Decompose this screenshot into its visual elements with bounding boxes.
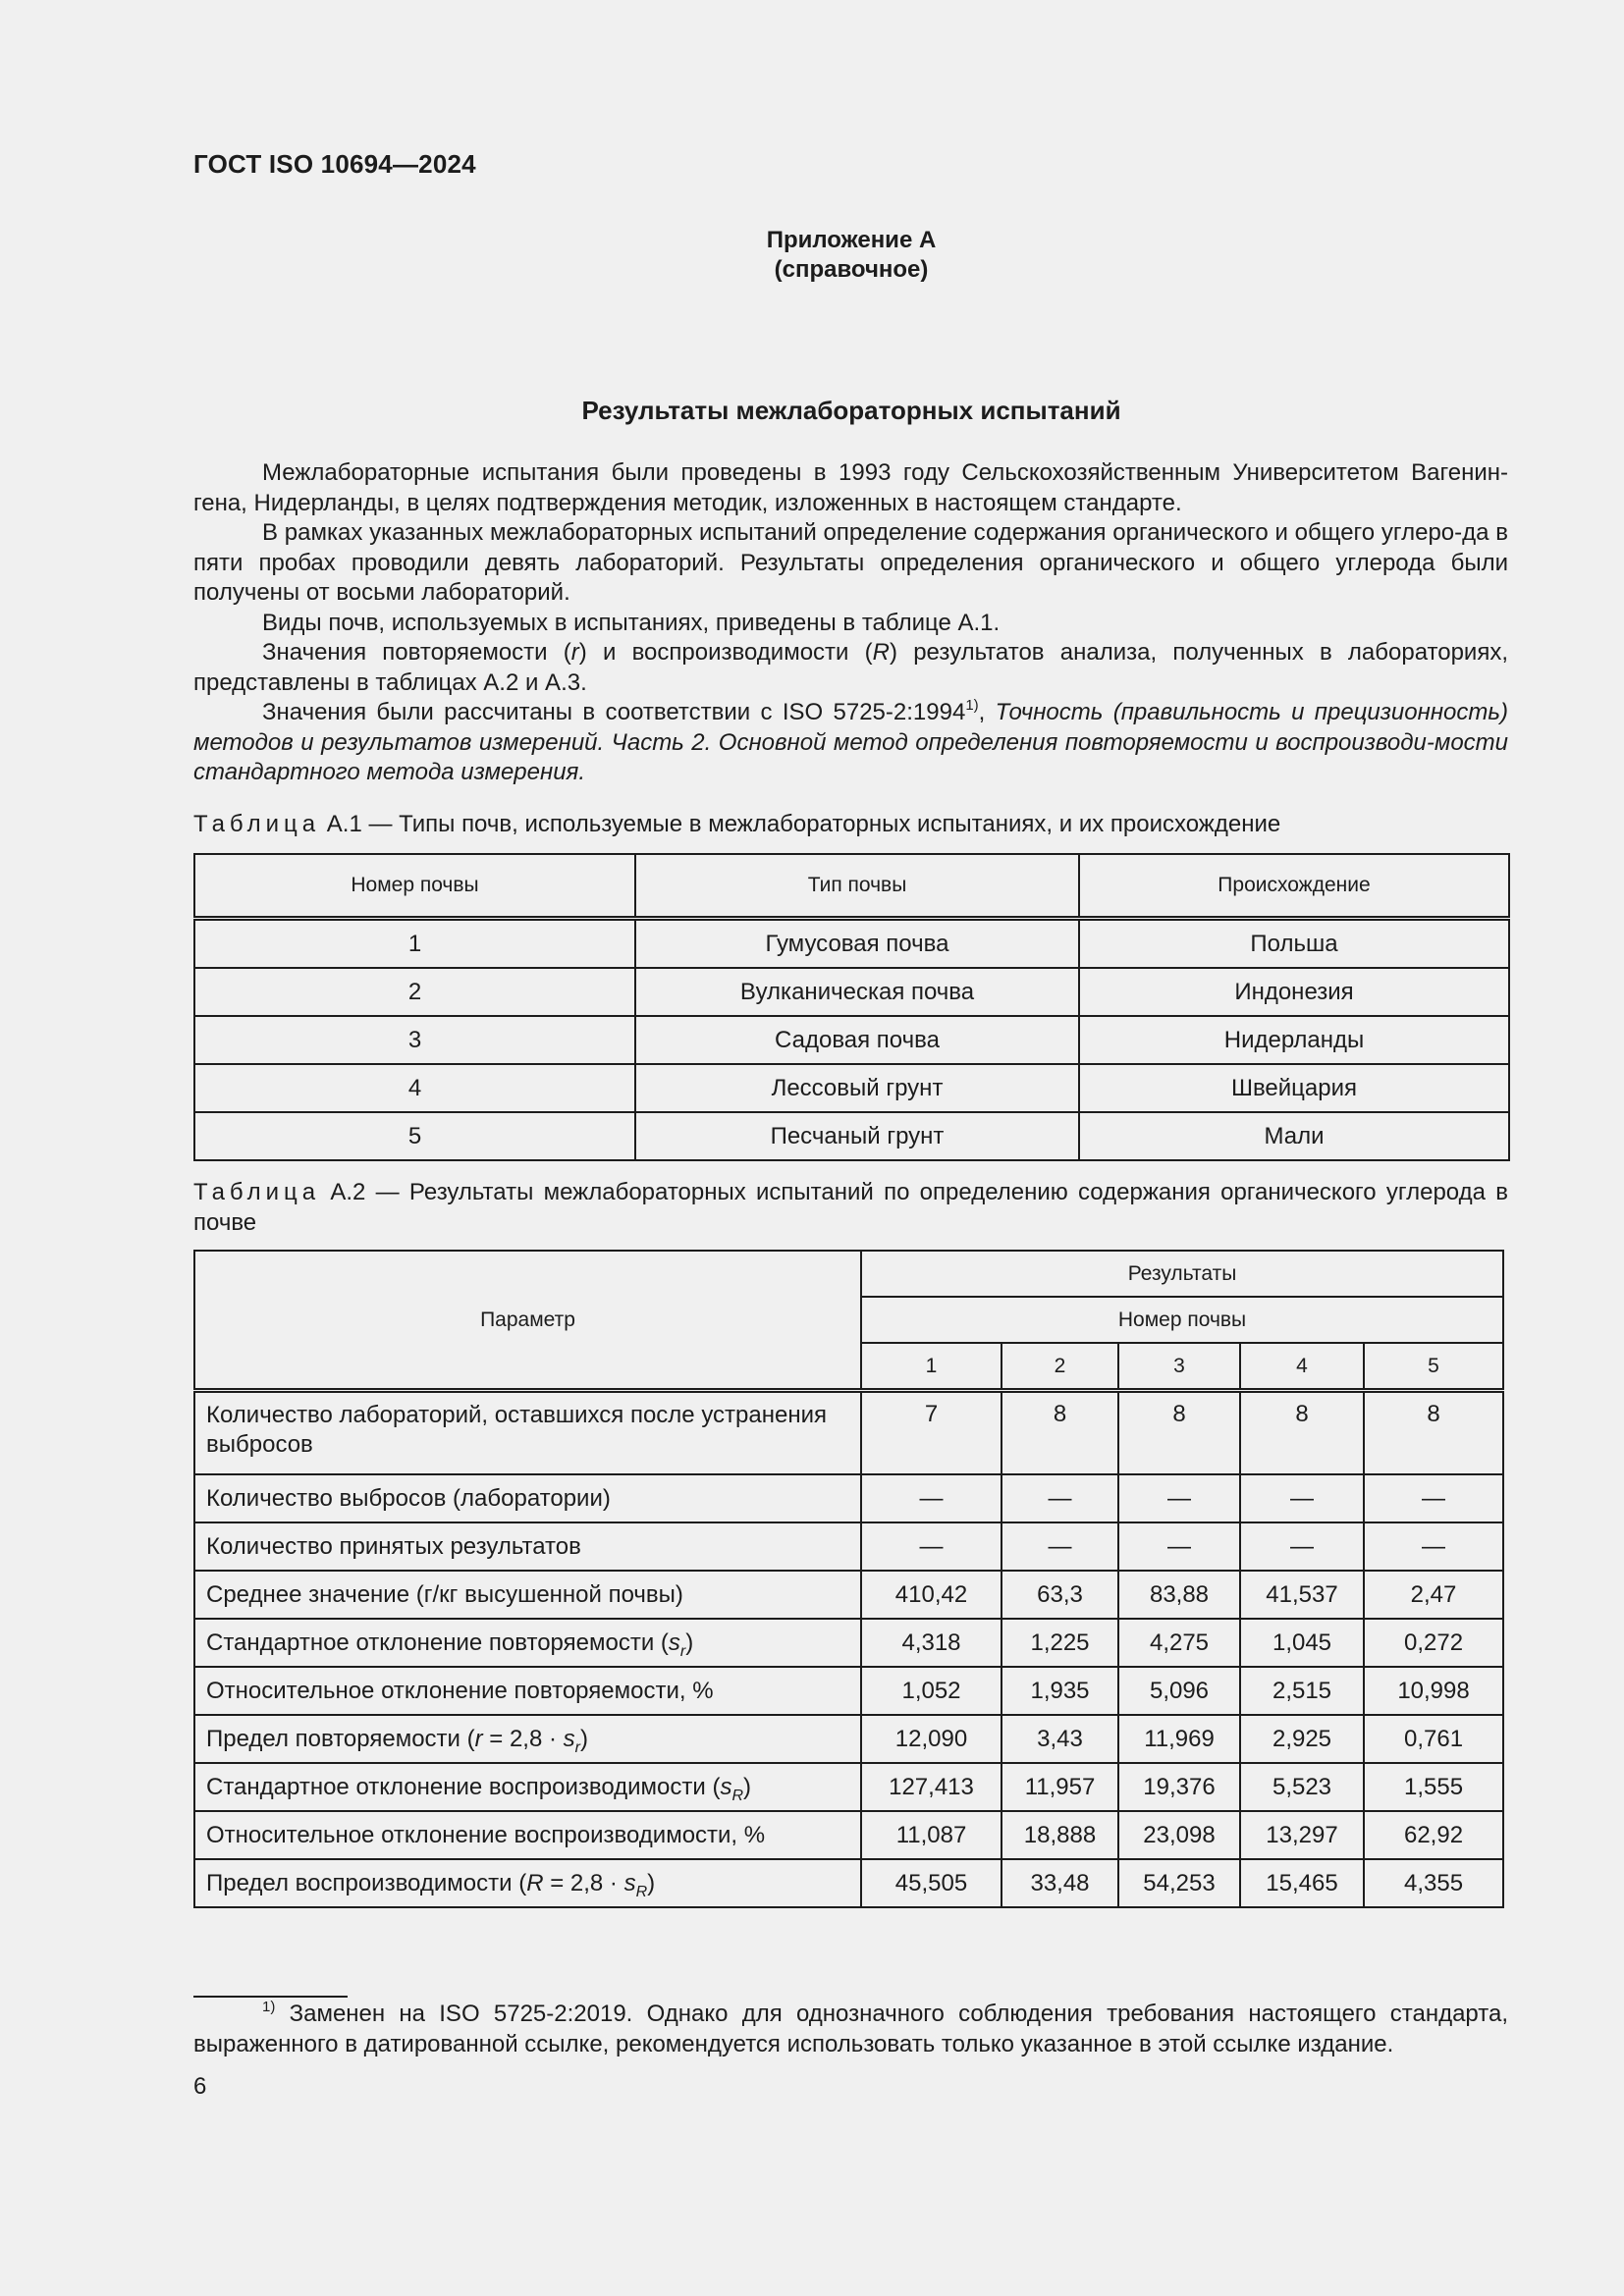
table1-caption: [193, 810, 1508, 840]
parameter-part: R: [526, 1869, 544, 1896]
parameter-part: Предел воспроизводимости (: [206, 1869, 527, 1896]
value-cell: 5,096: [1118, 1667, 1240, 1715]
results-header: Результаты: [861, 1251, 1503, 1297]
column-header: Тип почвы: [635, 854, 1079, 919]
soil-types-table: [193, 853, 1510, 1161]
parameter-cell: [194, 1763, 861, 1811]
footnote-text: Заменен на ISO 5725-2:2019. Однако для однозначного соблюдения требования настоящего стандарта, выраженного в датированной ссылке, рекомендуется использовать только указанное в этой ссылке издание.: [193, 2001, 1508, 2057]
value-cell: 63,3: [1001, 1571, 1118, 1619]
column-header: Номер почвы: [194, 854, 635, 919]
table-row: [194, 1811, 1503, 1859]
table-cell: 2: [194, 968, 635, 1016]
page-number: 6: [193, 2073, 207, 2100]
parameter-part: Стандартное отклонение воспроизводимости (: [206, 1773, 721, 1800]
table-row: [194, 919, 1509, 969]
table-cell: Мали: [1079, 1112, 1509, 1160]
parameter-cell: Среднее значение (г/кг высушенной почвы): [194, 1571, 861, 1619]
parameter-part: ): [743, 1773, 752, 1800]
value-cell: —: [1364, 1474, 1503, 1522]
value-cell: 11,957: [1001, 1763, 1118, 1811]
variable: R: [872, 639, 890, 666]
parameter-part: ): [579, 1725, 588, 1752]
value-cell: —: [861, 1474, 1001, 1522]
value-cell: 15,465: [1240, 1859, 1364, 1907]
annex-subtitle: (справочное): [774, 256, 929, 283]
table-cell: Нидерланды: [1079, 1016, 1509, 1064]
parameter-cell: Количество принятых результатов: [194, 1522, 861, 1571]
value-cell: 4,275: [1118, 1619, 1240, 1667]
table-row: [194, 1522, 1503, 1571]
variable: r: [570, 639, 579, 666]
table-cell: Гумусовая почва: [635, 919, 1079, 969]
value-cell: —: [1240, 1522, 1364, 1571]
value-cell: 11,087: [861, 1811, 1001, 1859]
value-cell: —: [1001, 1522, 1118, 1571]
table-row: [194, 1715, 1503, 1763]
table-cell: Вулканическая почва: [635, 968, 1079, 1016]
soil-number-cell: 4: [1240, 1343, 1364, 1391]
table-row: [194, 1859, 1503, 1907]
table-cell: 3: [194, 1016, 635, 1064]
body-text: [193, 458, 1508, 788]
column-header: Происхождение: [1079, 854, 1509, 919]
value-cell: —: [1001, 1474, 1118, 1522]
parameter-part: r: [574, 1738, 580, 1756]
value-cell: 62,92: [1364, 1811, 1503, 1859]
parameter-cell: Количество лабораторий, оставшихся после устранения выбросов: [194, 1391, 861, 1475]
value-cell: 13,297: [1240, 1811, 1364, 1859]
value-cell: 8: [1118, 1391, 1240, 1475]
organic-carbon-results-table: [193, 1250, 1504, 1908]
footnote-paragraph: [193, 2000, 1508, 2059]
value-cell: 0,761: [1364, 1715, 1503, 1763]
parameter-part: R: [731, 1787, 744, 1804]
value-cell: 1,045: [1240, 1619, 1364, 1667]
value-cell: 11,969: [1118, 1715, 1240, 1763]
caption-text: А.2 — Результаты межлабораторных испытаний по определению содержания органического углерода в почве: [193, 1179, 1508, 1236]
parameter-part: ): [647, 1869, 656, 1896]
caption-label: Таблица: [193, 811, 321, 837]
soil-number-cell: 2: [1001, 1343, 1118, 1391]
text-span: ,: [978, 699, 996, 725]
value-cell: 410,42: [861, 1571, 1001, 1619]
table-cell: Индонезия: [1079, 968, 1509, 1016]
value-cell: 0,272: [1364, 1619, 1503, 1667]
value-cell: 23,098: [1118, 1811, 1240, 1859]
standard-title: Точность (правильность и прецизионность) методов и результатов измерений. Часть 2. Основной метод определения повторяемости и воспроизводи-мости стандартного метода измерения.: [193, 699, 1508, 785]
table-row: [194, 1016, 1509, 1064]
parameter-cell: Количество выбросов (лаборатории): [194, 1474, 861, 1522]
value-cell: 3,43: [1001, 1715, 1118, 1763]
value-cell: 4,318: [861, 1619, 1001, 1667]
soil-number-cell: 3: [1118, 1343, 1240, 1391]
value-cell: 4,355: [1364, 1859, 1503, 1907]
parameter-part: R: [635, 1883, 648, 1900]
caption-label: Таблица: [193, 1179, 321, 1205]
value-cell: 127,413: [861, 1763, 1001, 1811]
paragraph: Виды почв, используемых в испытаниях, приведены в таблице А.1.: [262, 609, 1001, 636]
text-span: ) результатов анализа, полученных в лабораториях, представлены в таблицах А.2 и А.3.: [193, 639, 1509, 696]
table-cell: Польша: [1079, 919, 1509, 969]
table-row: [194, 1064, 1509, 1112]
soil-number-cell: 5: [1364, 1343, 1503, 1391]
parameter-cell: Относительное отклонение воспроизводимости, %: [194, 1811, 861, 1859]
annex-heading: [0, 226, 1624, 285]
table-row: [194, 1763, 1503, 1811]
table-row: [194, 968, 1509, 1016]
parameter-header: Параметр: [194, 1251, 861, 1391]
table-row: [194, 1667, 1503, 1715]
footnote: [193, 2000, 1508, 2059]
value-cell: 5,523: [1240, 1763, 1364, 1811]
parameter-cell: [194, 1715, 861, 1763]
table-cell: Швейцария: [1079, 1064, 1509, 1112]
parameter-part: = 2,8 ·: [543, 1869, 624, 1896]
parameter-part: = 2,8 ·: [482, 1725, 564, 1752]
value-cell: 8: [1364, 1391, 1503, 1475]
soil-number-cell: 1: [861, 1343, 1001, 1391]
table-cell: Садовая почва: [635, 1016, 1079, 1064]
table-cell: 1: [194, 919, 635, 969]
table2-caption: [193, 1178, 1508, 1238]
paragraph: Межлабораторные испытания были проведены в 1993 году Сельскохозяйственным Университетом Вагенин-гена, Нидерланды, в целях подтверждения методик, изложенных в настоящем стандарте.: [193, 459, 1508, 516]
value-cell: —: [1118, 1474, 1240, 1522]
value-cell: 83,88: [1118, 1571, 1240, 1619]
table-row: [194, 1619, 1503, 1667]
parameter-part: r: [679, 1642, 686, 1660]
table-row: [194, 1571, 1503, 1619]
value-cell: 33,48: [1001, 1859, 1118, 1907]
footnote-ref[interactable]: 1): [965, 697, 979, 714]
caption-text: А.1 — Типы почв, используемые в межлабораторных испытаниях, и их происхождение: [320, 811, 1281, 837]
document-header: ГОСТ ISO 10694—2024: [193, 149, 476, 179]
value-cell: —: [1240, 1474, 1364, 1522]
value-cell: 1,555: [1364, 1763, 1503, 1811]
footnote-marker: 1): [262, 1999, 276, 2015]
parameter-part: s: [720, 1773, 732, 1800]
text-span: Значения повторяемости (: [262, 639, 571, 666]
value-cell: 19,376: [1118, 1763, 1240, 1811]
parameter-cell: [194, 1619, 861, 1667]
section-title: Результаты межлабораторных испытаний: [581, 396, 1121, 425]
parameter-cell: Относительное отклонение повторяемости, %: [194, 1667, 861, 1715]
value-cell: 1,225: [1001, 1619, 1118, 1667]
table-cell: 4: [194, 1064, 635, 1112]
parameter-part: Стандартное отклонение повторяемости (: [206, 1629, 669, 1656]
parameter-part: ): [685, 1629, 694, 1656]
annex-title: Приложение А: [766, 227, 937, 253]
table-cell: Лессовый грунт: [635, 1064, 1079, 1112]
value-cell: —: [1364, 1522, 1503, 1571]
value-cell: 41,537: [1240, 1571, 1364, 1619]
text-span: Значения были рассчитаны в соответствии с ISO 5725-2:1994: [262, 699, 966, 725]
paragraph: [193, 698, 1508, 788]
soil-number-header: Номер почвы: [861, 1297, 1503, 1343]
parameter-part: s: [623, 1869, 636, 1896]
value-cell: 8: [1001, 1391, 1118, 1475]
value-cell: —: [1118, 1522, 1240, 1571]
value-cell: 54,253: [1118, 1859, 1240, 1907]
value-cell: 12,090: [861, 1715, 1001, 1763]
value-cell: 10,998: [1364, 1667, 1503, 1715]
value-cell: 2,925: [1240, 1715, 1364, 1763]
value-cell: 2,47: [1364, 1571, 1503, 1619]
parameter-part: s: [668, 1629, 680, 1656]
table-row: [194, 1391, 1503, 1475]
table-row: [194, 1474, 1503, 1522]
value-cell: 8: [1240, 1391, 1364, 1475]
table-row: [194, 1112, 1509, 1160]
value-cell: 45,505: [861, 1859, 1001, 1907]
table-cell: 5: [194, 1112, 635, 1160]
text-span: ) и воспроизводимости (: [578, 639, 873, 666]
parameter-cell: [194, 1859, 861, 1907]
value-cell: 7: [861, 1391, 1001, 1475]
table-cell: Песчаный грунт: [635, 1112, 1079, 1160]
parameter-part: r: [474, 1725, 483, 1752]
value-cell: 2,515: [1240, 1667, 1364, 1715]
paragraph: [193, 638, 1508, 698]
value-cell: 18,888: [1001, 1811, 1118, 1859]
footnote-separator: [193, 1996, 348, 1998]
value-cell: 1,052: [861, 1667, 1001, 1715]
value-cell: 1,935: [1001, 1667, 1118, 1715]
value-cell: —: [861, 1522, 1001, 1571]
paragraph: В рамках указанных межлабораторных испытаний определение содержания органического и общего углеро-да в пяти пробах проводили девять лабораторий. Результаты определения органического и общего углерода были получены от восьми лабораторий.: [193, 519, 1508, 606]
parameter-part: Предел повторяемости (: [206, 1725, 475, 1752]
parameter-part: s: [563, 1725, 575, 1752]
